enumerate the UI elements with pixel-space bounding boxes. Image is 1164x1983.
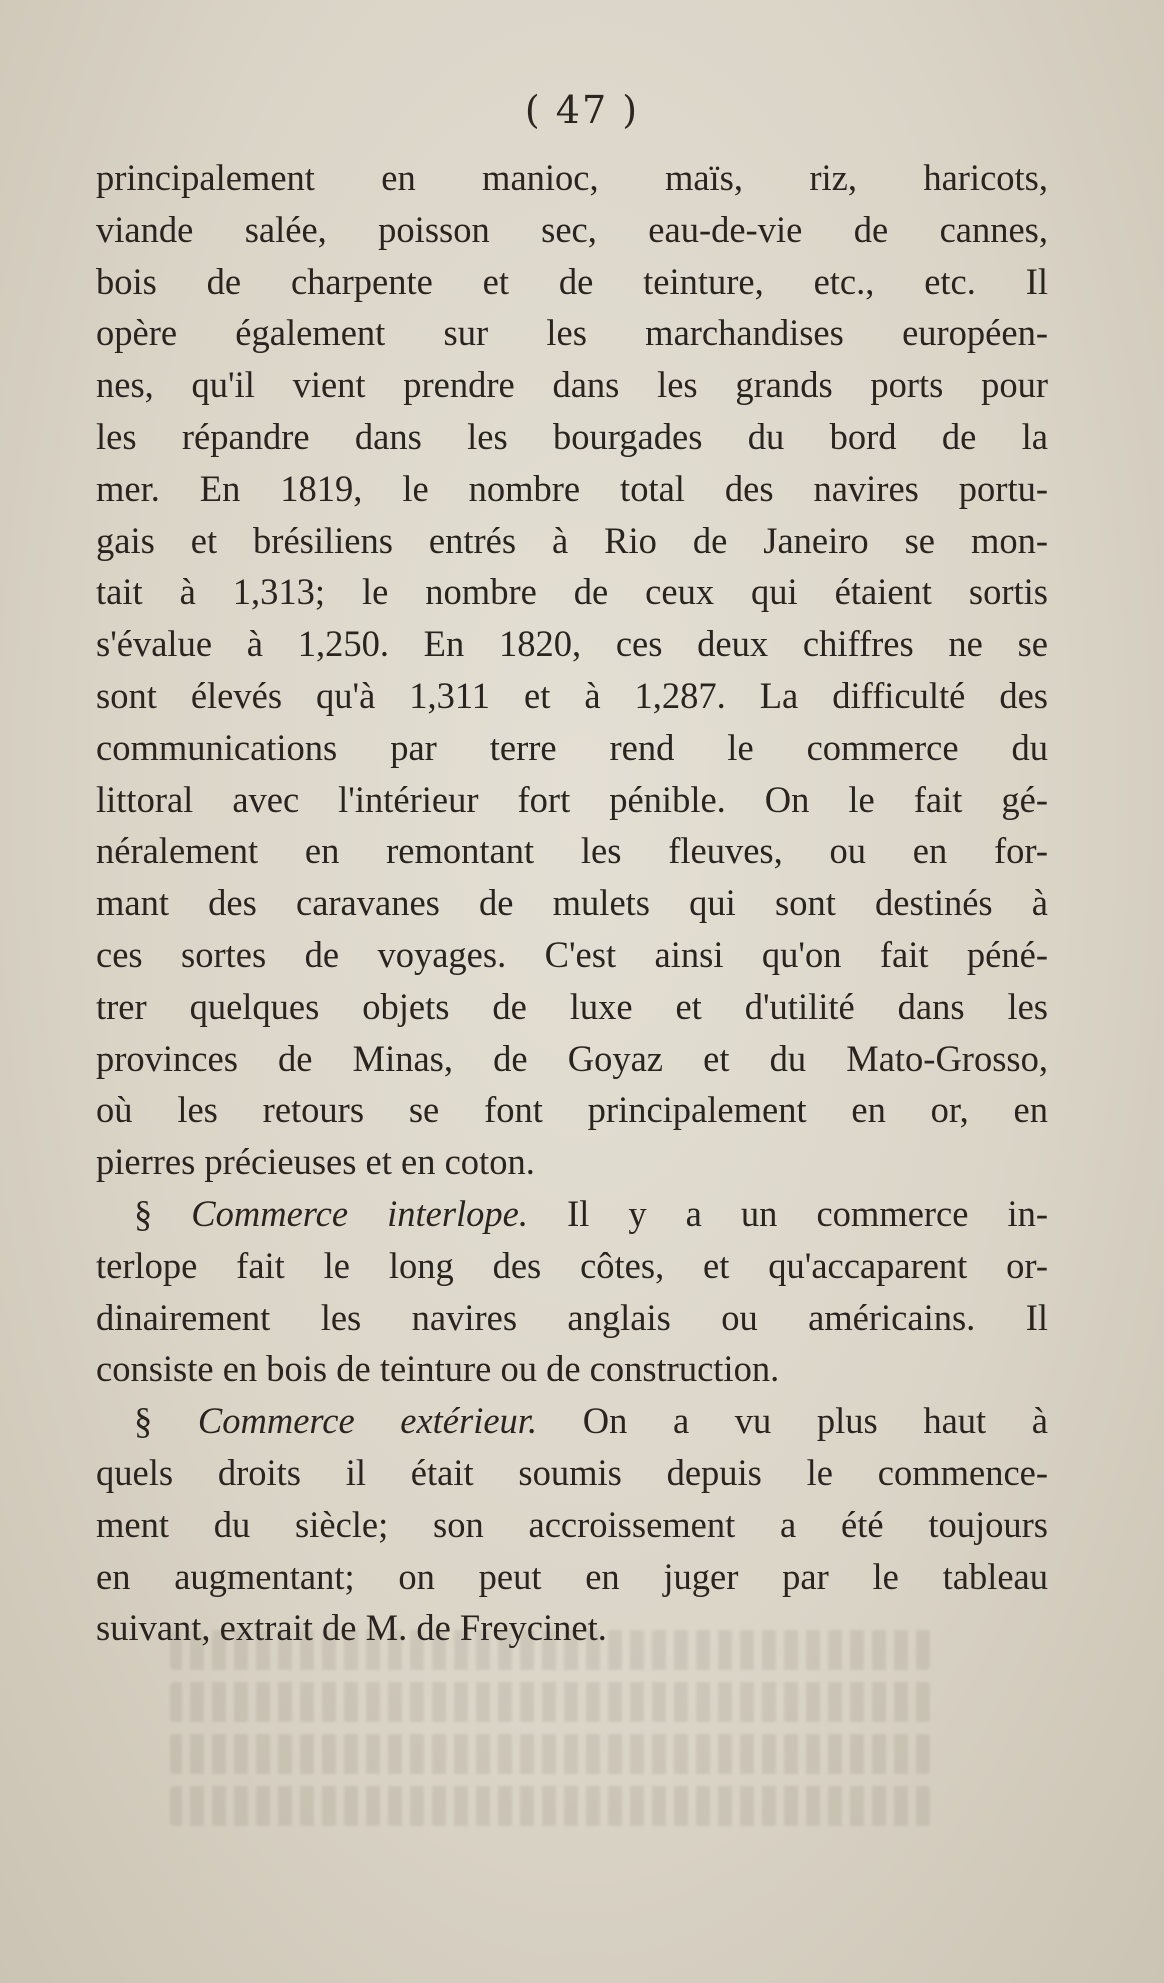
section-heading-exterieur: Commerce extérieur. bbox=[197, 1400, 538, 1442]
text-line: tait à 1,313; le nombre de ceux qui étaient sortis bbox=[96, 571, 1048, 613]
text-line: quels droits il était soumis depuis le commence- bbox=[96, 1451, 1048, 1493]
text-line: communications par terre rend le commerce du bbox=[96, 726, 1048, 768]
section-interlope-first-line-text: Il y a un commerce in- bbox=[567, 1192, 1048, 1234]
show-through-text bbox=[170, 1630, 930, 1880]
text-line: néralement en remontant les fleuves, ou en for- bbox=[96, 830, 1048, 872]
text-line: principalement en manioc, maïs, riz, haricots, bbox=[96, 157, 1048, 198]
section-interlope-first-line bbox=[96, 1188, 1048, 1240]
section-symbol: § bbox=[134, 1192, 153, 1234]
text-line: sont élevés qu'à 1,311 et à 1,287. La difficulté des bbox=[96, 674, 1048, 716]
text-line: gais et brésiliens entrés à Rio de Janeiro se mon- bbox=[96, 519, 1048, 561]
text-line: trer quelques objets de luxe et d'utilité dans les bbox=[96, 985, 1048, 1027]
text-line: viande salée, poisson sec, eau-de-vie de cannes, bbox=[96, 208, 1048, 250]
text-line: nes, qu'il vient prendre dans les grands ports pour bbox=[96, 364, 1048, 406]
section-exterieur-first-line bbox=[96, 1395, 1048, 1447]
text-line: ment du siècle; son accroissement a été toujours bbox=[96, 1503, 1048, 1545]
text-line: mer. En 1819, le nombre total des navires portu- bbox=[96, 467, 1048, 509]
text-line: consiste en bois de teinture ou de construction. bbox=[96, 1348, 780, 1390]
text-line: ces sortes de voyages. C'est ainsi qu'on fait péné- bbox=[96, 933, 1048, 975]
text-line: opère également sur les marchandises européen- bbox=[96, 312, 1048, 354]
section-exterieur-first-line-text: On a vu plus haut à bbox=[582, 1400, 1048, 1442]
section-symbol: § bbox=[134, 1400, 153, 1442]
text-line: où les retours se font principalement en or, en bbox=[96, 1089, 1048, 1131]
text-line: les répandre dans les bourgades du bord de la bbox=[96, 415, 1048, 457]
text-line: littoral avec l'intérieur fort pénible. On le fait gé- bbox=[96, 778, 1048, 820]
text-line: s'évalue à 1,250. En 1820, ces deux chiffres ne se bbox=[96, 623, 1048, 665]
text-line: provinces de Minas, de Goyaz et du Mato-Grosso, bbox=[96, 1037, 1048, 1079]
text-line: en augmentant; on peut en juger par le tableau bbox=[96, 1555, 1048, 1597]
section-heading-interlope: Commerce interlope. bbox=[191, 1192, 529, 1234]
body-text bbox=[96, 152, 1048, 1654]
text-line: suivant, extrait de M. de Freycinet. bbox=[96, 1607, 607, 1649]
text-line: mant des caravanes de mulets qui sont destinés à bbox=[96, 882, 1048, 924]
text-line: terlope fait le long des côtes, et qu'accaparent or- bbox=[96, 1244, 1048, 1286]
text-line: pierres précieuses et en coton. bbox=[96, 1141, 535, 1183]
text-line: bois de charpente et de teinture, etc., etc. Il bbox=[96, 260, 1048, 302]
text-line: dinairement les navires anglais ou américains. Il bbox=[96, 1296, 1048, 1338]
page-number: ( 47 ) bbox=[524, 88, 640, 132]
